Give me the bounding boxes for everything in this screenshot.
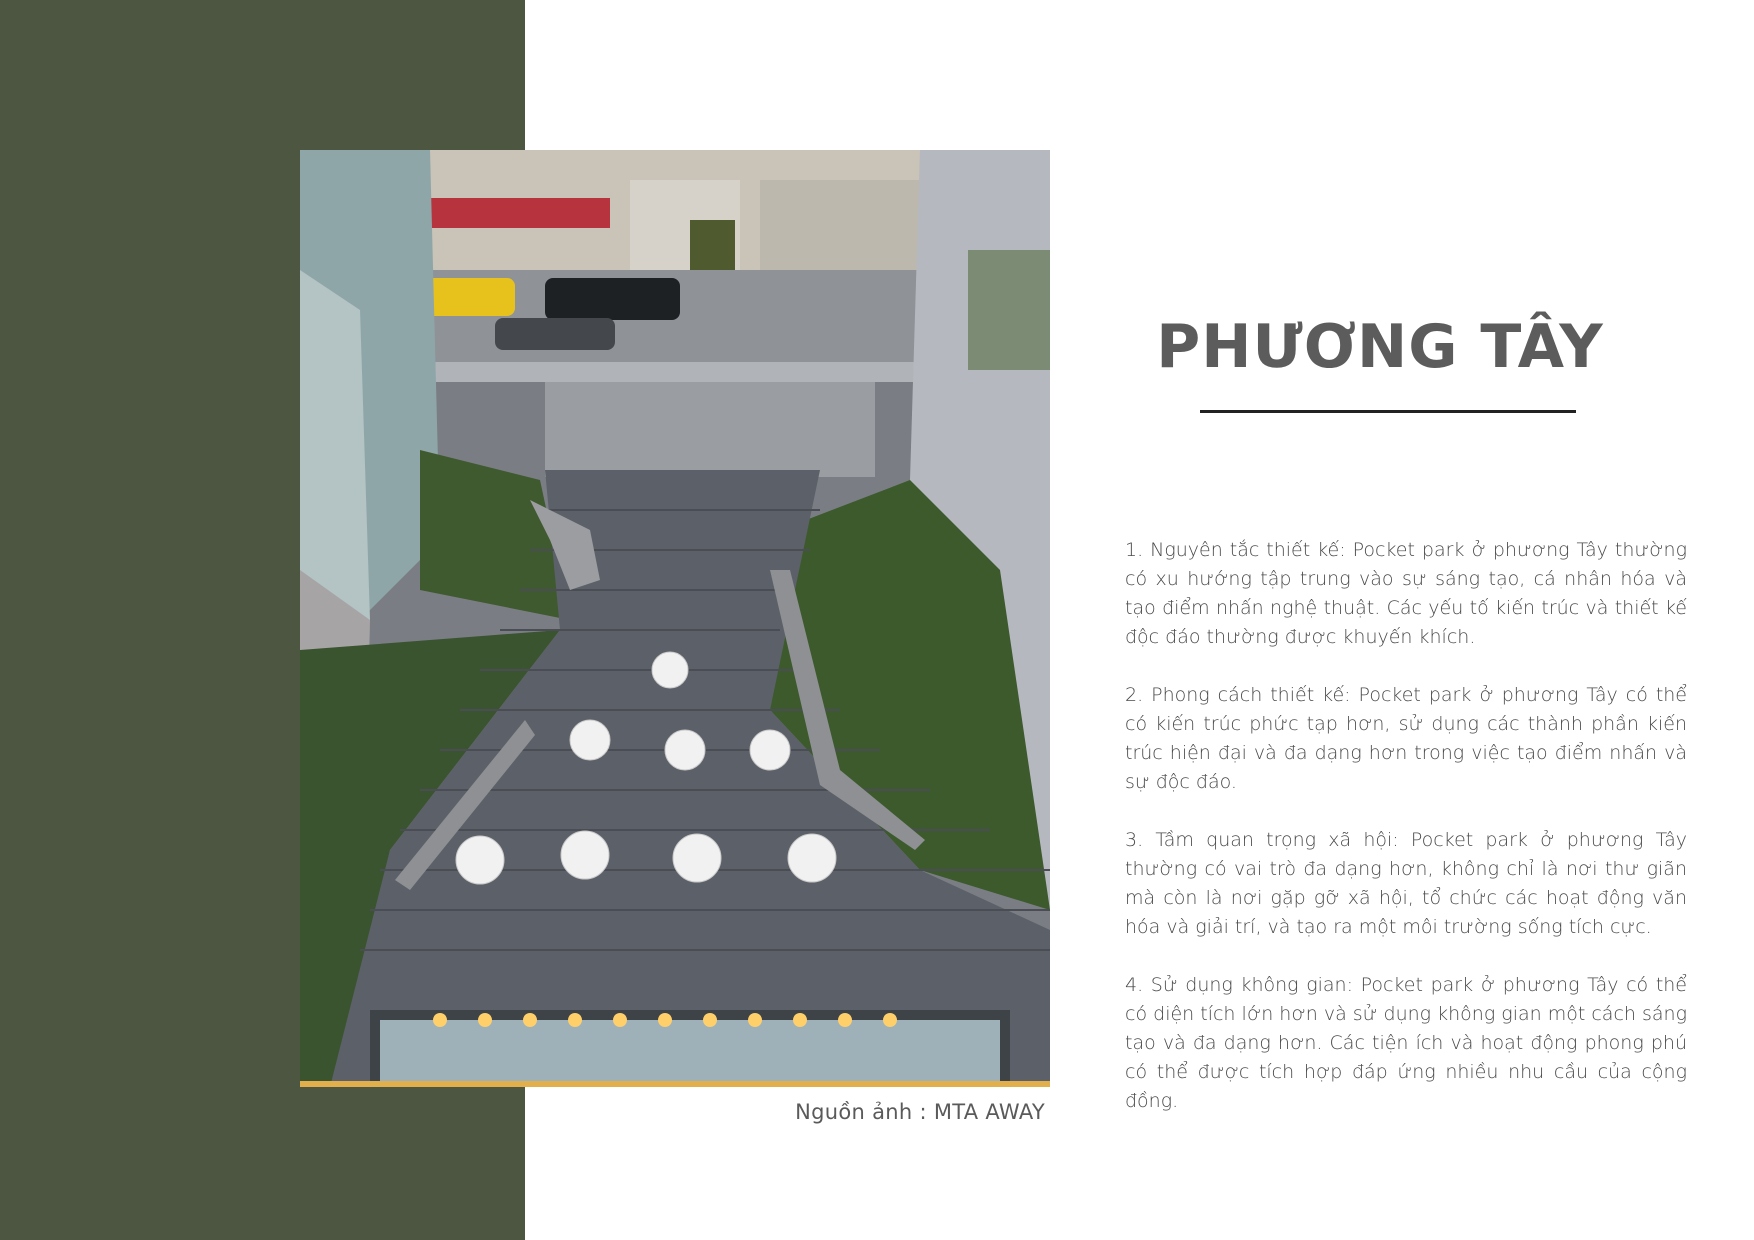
paragraph-space-usage: 4. Sử dụng không gian: Pocket park ở phương Tây có thể có diện tích lớn hơn và sử dụng không gian một cách sáng tạo và đa dạng hơn. Các tiện ích và hoạt động phong phú có thể được tích hợp đáp ứng nhiều nhu cầu của cộng đồng. xyxy=(1125,974,1687,1112)
paragraph-design-principles: 1. Nguyên tắc thiết kế: Pocket park ở phương Tây thường có xu hướng tập trung vào sự sáng tạo, cá nhân hóa và tạo điểm nhấn nghệ thuật. Các yếu tố kiến trúc và thiết kế độc đáo thường được khuyến khích. xyxy=(1125,539,1687,648)
pocket-park-illustration xyxy=(300,150,1050,1087)
body-text xyxy=(1125,536,1687,1145)
page-title: PHƯƠNG TÂY xyxy=(1156,312,1604,382)
title-underline xyxy=(1200,410,1576,413)
paragraph-social-importance: 3. Tầm quan trọng xã hội: Pocket park ở phương Tây thường có vai trò đa dạng hơn, không chỉ là nơi thư giãn mà còn là nơi gặp gỡ xã hội, tổ chức các hoạt động văn hóa và giải trí, và tạo ra một môi trường sống tích cực. xyxy=(1125,829,1687,938)
pocket-park-photo xyxy=(300,150,1050,1087)
paragraph-design-style: 2. Phong cách thiết kế: Pocket park ở phương Tây có thể có kiến trúc phức tạp hơn, sử dụng các thành phần kiến trúc hiện đại và đa dạng hơn trong việc tạo điểm nhấn và sự độc đáo. xyxy=(1125,684,1687,793)
photo-caption: Nguồn ảnh : MTA AWAY xyxy=(795,1100,1045,1124)
